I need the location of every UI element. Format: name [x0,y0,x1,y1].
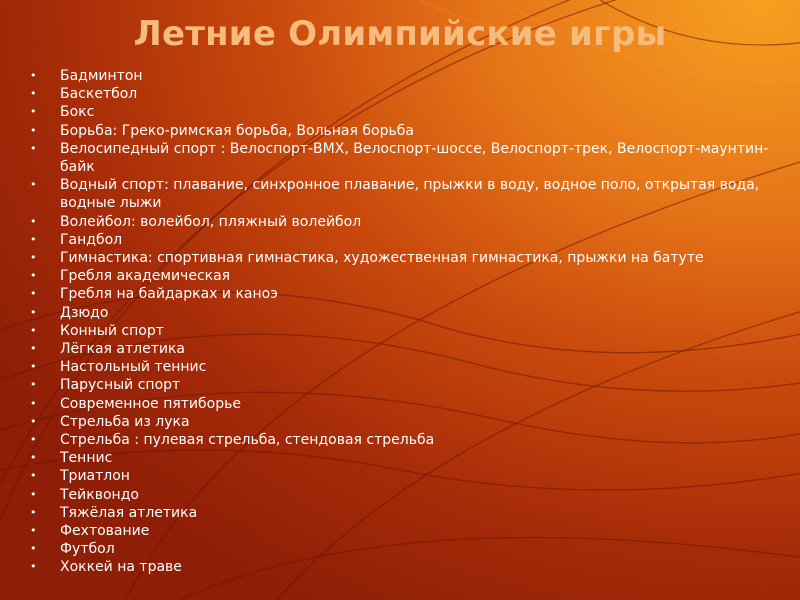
sports-list [30,67,770,577]
list-item [30,395,770,413]
list-item-label: Парусный спорт [60,377,181,394]
bullet-icon: • [30,323,37,337]
list-item [30,322,770,340]
bullet-icon: • [30,251,37,265]
bullet-icon: • [30,560,37,574]
list-item-label: Теннис [60,450,113,467]
list-item-label: Бадминтон [60,68,143,84]
list-item [30,103,770,121]
list-item [30,467,770,485]
list-item [30,504,770,522]
list-item-label: Баскетбол [60,86,138,103]
list-item-label: Борьба: Греко-римская борьба, Вольная борьба [60,122,414,139]
list-item-label: Фехтование [60,523,150,540]
bullet-icon: • [30,232,37,246]
bullet-icon: • [30,469,37,483]
bullet-icon: • [30,414,37,428]
list-item-label: Современное пятиборье [60,395,241,412]
list-item-label: Футбол [60,541,115,558]
list-item [30,140,770,176]
bullet-icon: • [30,487,37,501]
list-item [30,358,770,376]
bullet-icon: • [30,141,37,155]
bullet-icon: • [30,542,37,556]
list-item [30,413,770,431]
list-item-label: Гребля академическая [60,268,231,285]
list-item [30,376,770,394]
list-item-label: Бокс [60,104,95,121]
list-item [30,486,770,504]
list-item-label: Триатлон [60,468,130,485]
list-item [30,213,770,231]
slide-title: Летние Олимпийские игры [133,14,667,54]
list-item-label: Стрельба из лука [60,413,190,430]
list-item-label: Гандбол [60,231,123,248]
list-item [30,249,770,267]
bullet-icon: • [30,123,37,137]
list-item [30,431,770,449]
bullet-icon: • [30,524,37,538]
list-item [30,267,770,285]
bullet-icon: • [30,214,37,228]
list-item [30,122,770,140]
list-item-label: Гимнастика: спортивная гимнастика, художественная гимнастика, прыжки на батуте [60,250,704,267]
bullet-icon: • [30,505,37,519]
list-item-label: Тяжёлая атлетика [60,504,198,521]
bullet-icon: • [30,433,37,447]
bullet-icon: • [30,378,37,392]
list-item [30,67,770,85]
list-item-label: Волейбол: волейбол, пляжный волейбол [60,213,362,230]
bullet-icon: • [30,360,37,374]
list-item [30,304,770,322]
list-item-label: Настольный теннис [60,359,207,376]
bullet-icon: • [30,451,37,465]
list-item [30,558,770,576]
bullet-icon: • [30,178,37,192]
bullet-icon: • [30,69,37,82]
bullet-icon: • [30,396,37,410]
bullet-icon: • [30,105,37,119]
bullet-icon: • [30,287,37,301]
bullet-icon: • [30,269,37,283]
list-item-label: Хоккей на траве [60,559,182,576]
list-item-label: Гребля на байдарках и каноэ [60,286,278,303]
list-item-label: Стрельба : пулевая стрельба, стендовая стрельба [60,432,435,449]
bullet-icon: • [30,305,37,319]
list-item [30,340,770,358]
list-item-label: Лёгкая атлетика [60,341,185,358]
list-item-label: Велосипедный спорт : Велоспорт-BMX, Велоспорт-шоссе, Велоспорт-трек, Велоспорт-маунтин-байк [60,140,769,176]
bullet-icon: • [30,342,37,356]
list-item-label: Тейквондо [60,486,139,503]
list-item [30,449,770,467]
list-item [30,176,770,212]
list-item-label: Дзюдо [60,304,109,321]
list-item [30,522,770,540]
list-item [30,85,770,103]
bullet-icon: • [30,87,37,101]
list-item [30,231,770,249]
list-item-label: Водный спорт: плавание, синхронное плавание, прыжки в воду, водное поло, открытая вода, водные лыжи [60,177,760,212]
list-item [30,285,770,303]
list-item-label: Конный спорт [60,322,164,339]
list-item [30,540,770,558]
